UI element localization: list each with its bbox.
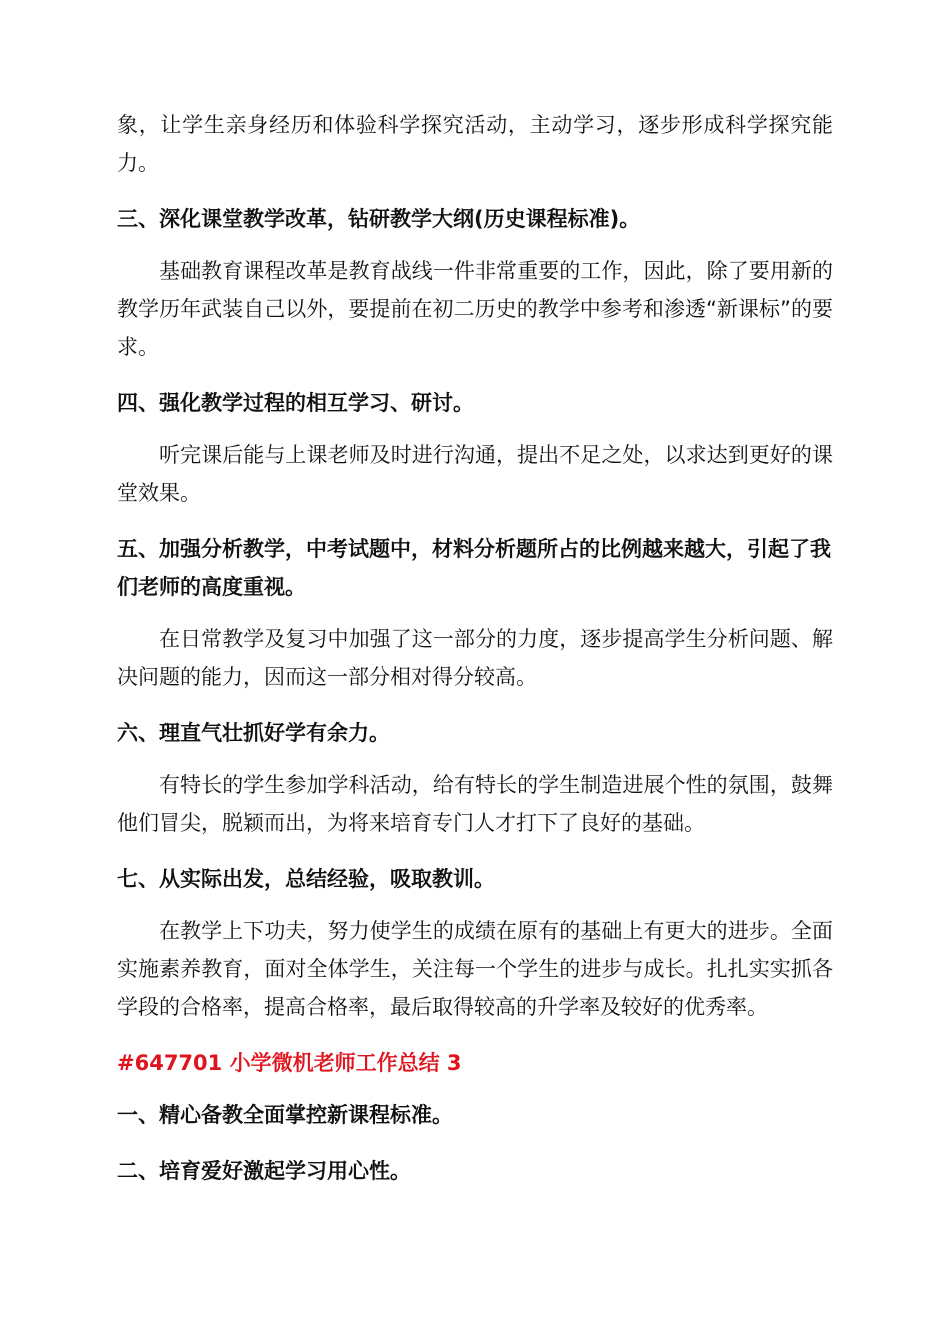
spacer xyxy=(117,606,833,620)
heading-section-1: 一、精心备教全面掌控新课程标准。 xyxy=(117,1103,453,1127)
spacer xyxy=(117,752,833,766)
heading-section-6: 六、理直气壮抓好学有余力。 xyxy=(117,721,390,745)
heading-section-2: 二、培育爱好激起学习用心性。 xyxy=(117,1159,411,1183)
spacer xyxy=(117,512,833,530)
spacer xyxy=(117,238,833,252)
heading-section-5: 五、加强分析教学，中考试题中，材料分析题所占的比例越来越大，引起了我们老师的高度重视。 xyxy=(117,537,831,599)
paragraph-section-3: 基础教育课程改革是教育战线一件非常重要的工作，因此，除了要用新的教学历年武装自己以外，要提前在初二历史的教学中参考和渗透“新课标”的要求。 xyxy=(117,259,833,359)
paragraph-section-5: 在日常教学及复习中加强了这一部分的力度，逐步提高学生分析问题、解决问题的能力，因而这一部分相对得分较高。 xyxy=(117,627,833,689)
spacer xyxy=(117,422,833,436)
spacer xyxy=(117,696,833,714)
spacer xyxy=(117,1026,833,1044)
paragraph-section-7: 在教学上下功夫，努力使学生的成绩在原有的基础上有更大的进步。全面实施素养教育，面对全体学生，关注每一个学生的进步与成长。扎扎实实抓各学段的合格率，提高合格率，最后取得较高的升学率及较好的优秀率。 xyxy=(117,919,833,1019)
document-title-red: #647701 小学微机老师工作总结 3 xyxy=(117,1051,462,1075)
spacer xyxy=(117,1134,833,1152)
spacer xyxy=(117,182,833,200)
spacer xyxy=(117,366,833,384)
paragraph-section-4: 听完课后能与上课老师及时进行沟通，提出不足之处，以求达到更好的课堂效果。 xyxy=(117,443,833,505)
heading-section-7: 七、从实际出发，总结经验，吸取教训。 xyxy=(117,867,495,891)
heading-section-4: 四、强化教学过程的相互学习、研讨。 xyxy=(117,391,474,415)
spacer xyxy=(117,898,833,912)
spacer xyxy=(117,842,833,860)
heading-section-3: 三、深化课堂教学改革，钻研教学大纲(历史课程标准)。 xyxy=(117,207,641,231)
paragraph-continued: 象，让学生亲身经历和体验科学探究活动，主动学习，逐步形成科学探究能力。 xyxy=(117,113,833,175)
spacer xyxy=(117,1082,833,1096)
paragraph-section-6: 有特长的学生参加学科活动，给有特长的学生制造进展个性的氛围，鼓舞他们冒尖，脱颖而出，为将来培育专门人才打下了良好的基础。 xyxy=(117,773,833,835)
document-body xyxy=(117,106,833,1190)
